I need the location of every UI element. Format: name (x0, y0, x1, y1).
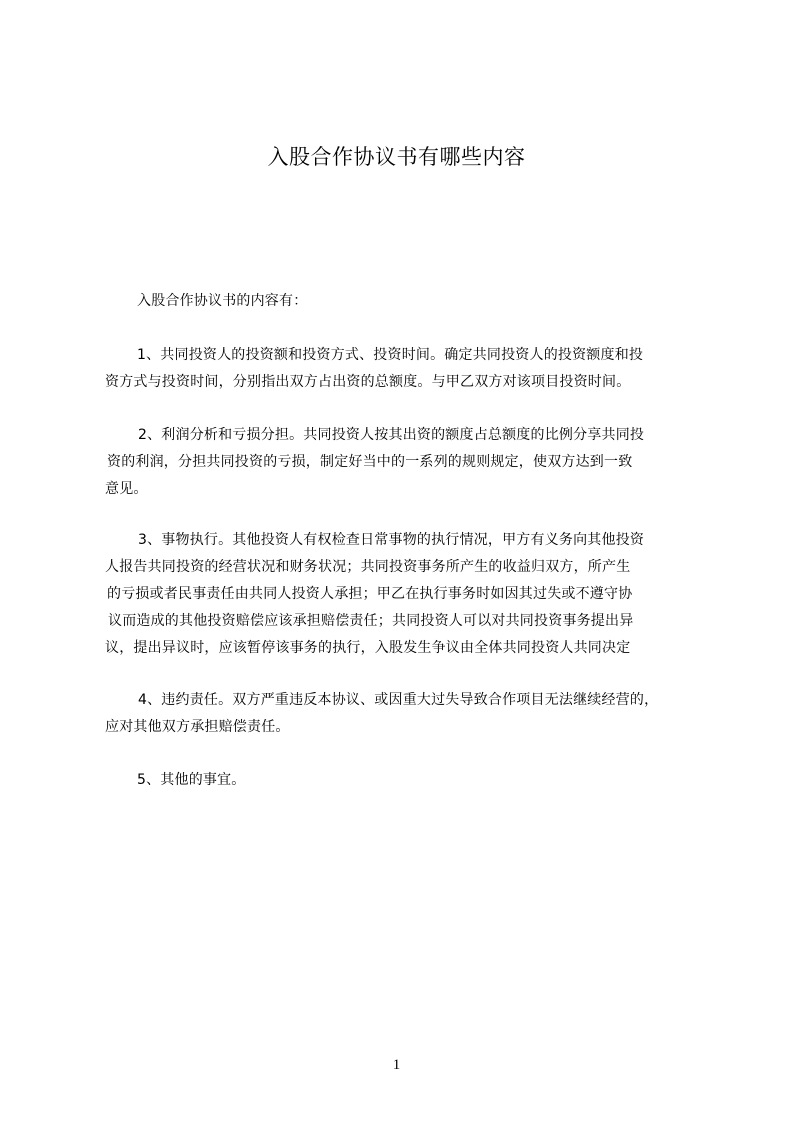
item-1-line-1: 1、共同投资人的投资额和投资方式、投资时间。确定共同投资人的投资额度和投 (137, 347, 644, 363)
item-2-line-3: 意见。 (105, 481, 148, 497)
item-3-line-4: 议而造成的其他投资赔偿应该承担赔偿责任；共同投资人可以对共同投资事务提出异 (108, 613, 634, 629)
intro-text: 入股合作协议书的内容有： (137, 293, 308, 309)
item-5-line-1: 5、其他的事宜。 (137, 772, 246, 788)
document-title: 入股合作协议书有哪些内容 (267, 145, 526, 169)
item-3-line-5: 议，提出异议时，应该暂停该事务的执行，入股发生争议由全体共同投资人共同决定 (105, 640, 631, 656)
item-2-line-2: 资的利润，分担共同投资的亏损，制定好当中的一系列的规则规定，使双方达到一致 (107, 454, 633, 470)
item-4-line-2: 应对其他双方承担赔偿责任。 (105, 719, 290, 735)
item-3-line-2: 人报告共同投资的经营状况和财务状况；共同投资事务所产生的收益归双方，所产生 (105, 559, 631, 575)
item-4-line-1: 4、违约责任。双方严重违反本协议、或因重大过失导致合作项目无法继续经营的， (138, 692, 659, 708)
item-2-line-1: 2、利润分析和亏损分担。共同投资人按其出资的额度占总额度的比例分享共同投 (138, 427, 645, 443)
item-3-line-3: 的亏损或者民事责任由共同人投资人承担；甲乙在执行事务时如因其过失或不遵守协 (107, 586, 633, 602)
page-number: 1 (392, 1057, 401, 1073)
item-3-line-1: 3、事物执行。其他投资人有权检查日常事物的执行情况，甲方有义务向其他投资 (138, 532, 645, 548)
item-1-line-2: 资方式与投资时间，分别指出双方占出资的总额度。与甲乙双方对该项目投资时间。 (105, 374, 631, 390)
